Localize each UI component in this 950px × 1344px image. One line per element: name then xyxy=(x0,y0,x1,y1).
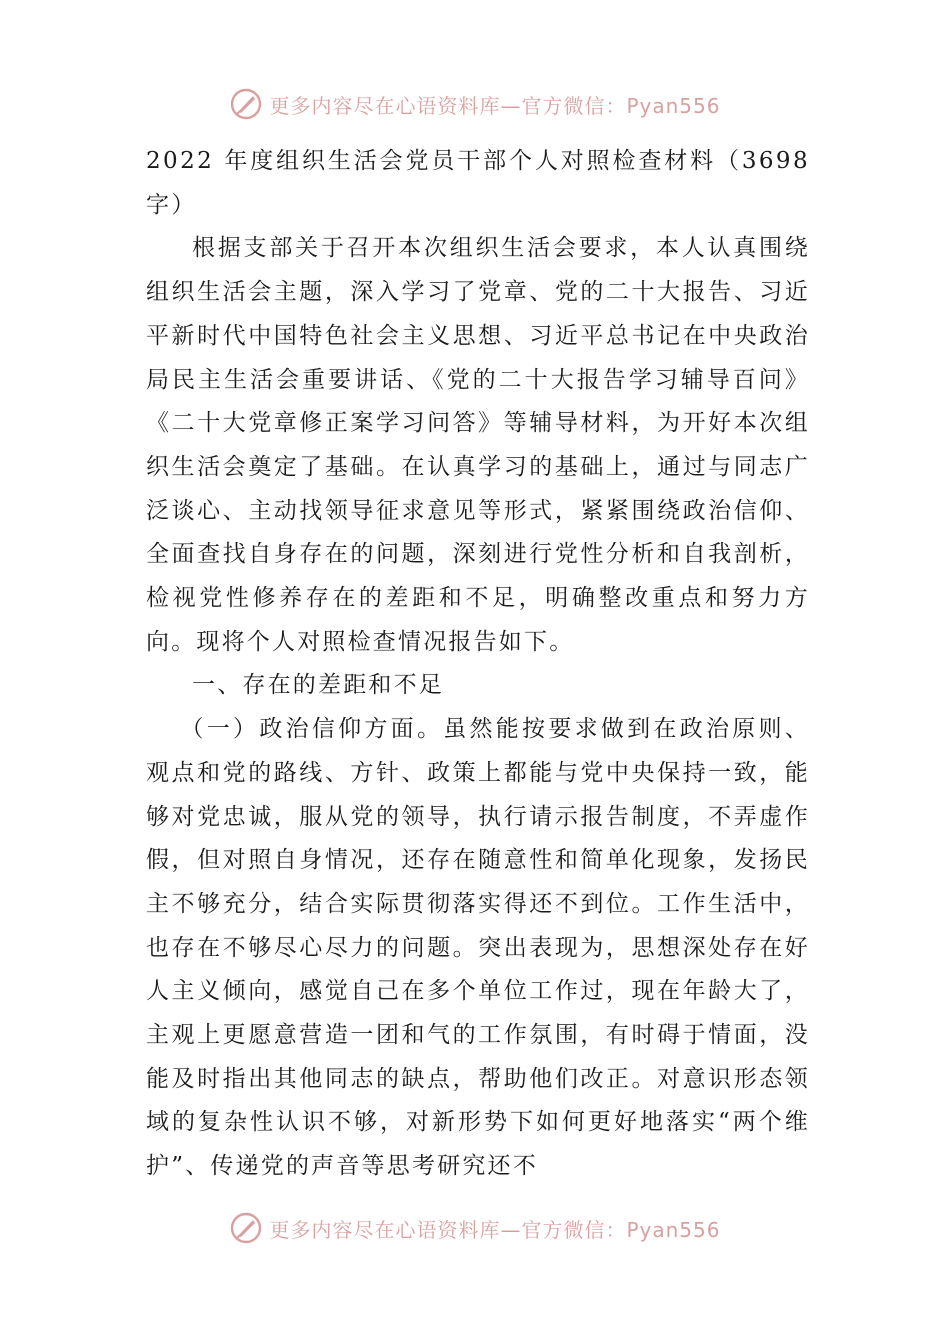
watermark-brand: 更多内容尽在心语资料库 xyxy=(269,1217,501,1242)
quill-logo-icon xyxy=(229,1211,263,1245)
watermark-brand: 更多内容尽在心语资料库 xyxy=(269,93,501,118)
watermark-contact: —官方微信：Pyan556 xyxy=(500,1217,721,1242)
watermark-contact: —官方微信：Pyan556 xyxy=(500,93,721,118)
section-heading: 一、存在的差距和不足 xyxy=(192,672,444,699)
document-body xyxy=(146,140,810,1189)
watermark-footer xyxy=(0,1208,950,1248)
document-title: 2022 年度组织生活会党员干部个人对照检查材料（3698 字） xyxy=(146,148,810,218)
intro-paragraph: 根据支部关于召开本次组织生活会要求，本人认真围绕组织生活会主题，深入学习了党章、党的二十大报告、习近平新时代中国特色社会主义思想、习近平总书记在中央政治局民主生活会重要讲话、《党的二十大报告学习辅导百问》《二十大党章修正案学习问答》等辅导材料，为开好本次组织生活会奠定了基础。在认真学习的基础上，通过与同志广泛谈心、主动找领导征求意见等形式，紧紧围绕政治信仰、全面查找自身存在的问题，深刻进行党性分析和自我剖析，检视党性修养存在的差距和不足，明确整改重点和努力方向。现将个人对照检查情况报告如下。 xyxy=(146,235,810,655)
section-paragraph: （一）政治信仰方面。虽然能按要求做到在政治原则、观点和党的路线、方针、政策上都能与党中央保持一致，能够对党忠诚，服从党的领导，执行请示报告制度，不弄虚作假，但对照自身情况，还存在随意性和简单化现象，发扬民主不够充分，结合实际贯彻落实得还不到位。工作生活中，也存在不够尽心尽力的问题。突出表现为，思想深处存在好人主义倾向，感觉自己在多个单位工作过，现在年龄大了，主观上更愿意营造一团和气的工作氛围，有时碍于情面，没能及时指出其他同志的缺点，帮助他们改正。对意识形态领域的复杂性认识不够，对新形势下如何更好地落实“两个维护”、传递党的声音等思考研究还不 xyxy=(146,716,810,1180)
watermark-header xyxy=(0,84,950,124)
quill-logo-icon xyxy=(229,87,263,121)
